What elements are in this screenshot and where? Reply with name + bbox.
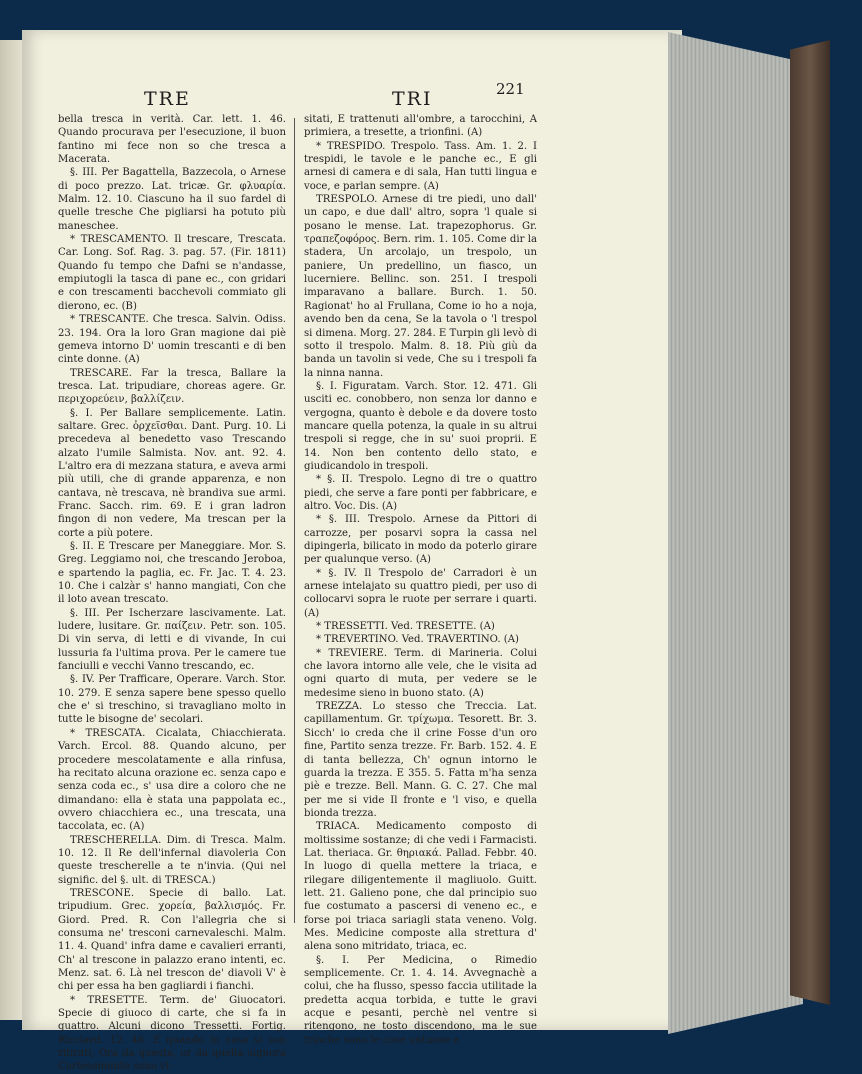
page-edges <box>668 32 803 1034</box>
entry: TRESCHERELLA. Dim. di Tresca. Malm. 10. 12. Il Re dell'infernal diavoleria Con queste trescherelle a te n'invia. (Qui nel signific. del §. ult. di TRESCA.) <box>58 834 286 886</box>
entry: §. I. Per Ballare semplicemente. Latin. saltare. Grec. ὀρχεῖσθαι. Dant. Purg. 10. Li precedeva al benedetto vaso Trescando alzato l'umile Salmista. Nov. ant. 92. 4. L'altro era di mezzana statura, e aveva armi più utili, che di grande apparenza, e non cantava, nè trescava, nè brandiva sue armi. Franc. Sacch. rim. 69. E i gran ladron fingon di non vedere, Ma trescan per la corte a più potere. <box>58 407 286 539</box>
page-number: 221 <box>496 80 525 98</box>
entry: TREZZA. Lo stesso che Treccia. Lat. capillamentum. Gr. τρίχωμα. Tesorett. Br. 3. Sicch' io creda che il crine Fosse d'un oro fine, Partito senza trezze. Fr. Barb. 152. 4. E di tanta bellezza, Ch' ognun intorno le guarda la trezza. E 355. 5. Fatta m'ha senza piè e trezze. Bell. Mann. G. C. 27. Che mal per me si vide Il fronte e 'l viso, e quella bionda trezza. <box>304 701 537 819</box>
entry: * TREVERTINO. Ved. TRAVERTINO. (A) <box>316 634 519 646</box>
entry: §. III. Per Bagattella, Bazzecola, o Arnese di poco prezzo. Lat. tricæ. Gr. φλυαρία. Malm. 12. 10. Ciascuno ha il suo fardel di quelle tresche Che pigliarsi ha potuto più maneschee. <box>58 167 286 232</box>
entry: §. IV. Per Trafficare, Operare. Varch. Stor. 10. 279. E senza sapere bene spesso quello che e' si treschino, si travagliano molto in tutte le bisogne de' secolari. <box>58 674 286 726</box>
right-guideword: TRI <box>392 88 433 110</box>
book-cover <box>790 40 830 1005</box>
entry: §. III. Per Ischerzare lascivamente. Lat. ludere, lusitare. Gr. παίζειν. Petr. son. 105. Di vin serva, di letti e di vivande, In cui lussuria fa l'ultima prova. Per le camere tue fanciulli e vecchi Vanno trescando, ec. <box>58 607 286 673</box>
entry: bella tresca in verità. Car. lett. 1. 46. Quando procurava per l'esecuzione, il buon fantino mi fece non so che tresca a Macerata. <box>58 114 286 166</box>
entry: * TRESSETTI. Ved. TRESETTE. (A) <box>316 621 495 633</box>
left-guideword: TRE <box>144 88 191 110</box>
entry: * §. II. Trespolo. Legno di tre o quattro piedi, che serve a fare ponti per fabbricare, e altro. Voc. Dis. (A) <box>304 474 537 512</box>
entry: * TRESETTE. Term. de' Giuocatori. Specie di giuoco di carte, che si fa in quattro. Alcuni dicono Tressetti. Fortig. Ricciard. 12. 46. E quando in casa si son ritirati, Ora da questa, or da quella signora Cortesemente sono vi- <box>58 994 286 1073</box>
entry: * §. III. Trespolo. Arnese da Pittori di carrozze, per posarvi sopra la cassa nel dipingerla, bilicato in modo da poterlo girare per qualunque verso. (A) <box>304 514 537 566</box>
entry: TRESCONE. Specie di ballo. Lat. tripudium. Grec. χορεία, βαλλισμός. Fr. Giord. Pred. R. Con l'allegria che si consuma ne' tresconi carnevaleschi. Malm. 11. 4. Quand' infra dame e cavalieri erranti, Ch' al trescone in palazzo erano intenti, ec. Menz. sat. 6. Là nel trescon de' diavoli V' è chi per essa ha ben gagliardi i fianchi. <box>58 887 286 993</box>
entry: TRESPOLO. Arnese di tre piedi, uno dall' un capo, e due dall' altro, sopra 'l quale si posano le mense. Lat. trapezophorus. Gr. τραπεζοφόρος. Bern. rim. 1. 105. Come dir la stadera, Un arcolajo, un trespolo, un paniere, Un predellino, un fiasco, un lucerniere. Bellinc. son. 251. I trespoli imparavano a ballare. Burch. 1. 50. Ragionat' ho al Frullana, Come io ho a noja, avendo ben da cena, Se la tavola o 'l trespol si dimena. Morg. 27. 284. E Turpin gli levò di sotto il trespolo. Malm. 8. 18. Più giù da banda un tavolin si vede, Che su i trespoli fa la ninna nanna. <box>304 194 537 379</box>
left-column <box>58 113 286 1073</box>
entry: §. I. Figuratam. Varch. Stor. 12. 471. Gli usciti ec. conobbero, non senza lor danno e vergogna, quanto è debole e da dovere tosto mancare quella potenza, la quale in su altrui trespoli si regge, che in su' suoi proprii. E 14. Non ben contento dello stato, e giudicandolo in trespoli. <box>304 380 537 472</box>
entry: TRESCARE. Far la tresca, Ballare la tresca. Lat. tripudiare, choreas agere. Gr. περιχορεύειν, βαλλίζειν. <box>58 367 286 406</box>
entry: * TREVIERE. Term. di Marineria. Colui che lavora intorno alle vele, che le visita ad ogni quarto di muta, per vedere se le medesime sieno in buono stato. (A) <box>304 647 537 699</box>
entry: sitati, E trattenuti all'ombre, a tarocchini, A primiera, a tresette, a trionfini. (A) <box>304 114 537 139</box>
entry: §. II. E Trescare per Maneggiare. Mor. S. Greg. Leggiamo noi, che trescando Jeroboa, e spartendo la paglia, ec. Fr. Jac. T. 4. 23. 10. Che i calzàr s' hanno mangiati, Con che il loto avean trescato. <box>58 541 286 606</box>
entry: * §. IV. Il Trespolo de' Carradori è un arnese intelajato su quattro piedi, per uso di collocarvi sopra le ruote per serrare i quarti. (A) <box>304 567 537 619</box>
entry: * TRESCAMENTO. Il trescare, Trescata. Car. Long. Sof. Rag. 3. pag. 57. (Fir. 1811) Quando fu tempo che Dafni se n'andasse, empiutogli la tasca di pane ec., con gridari e con trescamenti bacchevoli commiato gli dierono, ec. (B) <box>58 234 286 312</box>
column-divider <box>294 118 295 923</box>
entry: TRIACA. Medicamento composto di moltissime sostanze; di che vedi i Farmacisti. Lat. theriaca. Gr. θηριακά. Pallad. Febbr. 40. In luogo di quella mettere la triaca, e rilegare diligentemente il magliuolo. Guitt. lett. 21. Galieno pone, che dal principio suo fue costumato a pascersi di veneno ec., e forse poi triaca sariagli stata veneno. Volg. Mes. Medicine composte alla strettura d' alena sono mitridato, triaca, ec. <box>304 821 537 953</box>
entry: * TRESCANTE. Che tresca. Salvin. Odiss. 23. 194. Ora la loro Gran magione dai piè gemeva intorno D' uomin trescanti e di ben cinte donne. (A) <box>58 314 286 366</box>
entry: * TRESPIDO. Trespolo. Tass. Am. 1. 2. I trespidi, le tavole e le panche ec., E gli arnesi di camera e di sala, Han tutti lingua e voce, e parlan sempre. (A) <box>304 140 537 192</box>
entry: §. I. Per Medicina, o Rimedio semplicemente. Cr. 1. 4. 14. Avvegnachè a colui, che ha flusso, spesso faccia utilitade la predetta acqua torbida, e tutte le gravi acque e pesanti, perchè nel ventre si ritengono, ne tosto discendono, ma le sue triache sono le cose untuose e <box>304 954 537 1046</box>
right-column <box>304 113 537 1046</box>
entry: * TRESCATA. Cicalata, Chiacchierata. Varch. Ercol. 88. Quando alcuno, per procedere mescolatamente e alla rinfusa, ha recitato alcuna orazione ec. senza capo e senza coda ec., s' usa dire a coloro che ne dimandano: ella è stata una pappolata ec., ovvero chiacchiera ec., una trescata, una taccolata, ec. (A) <box>58 727 286 833</box>
